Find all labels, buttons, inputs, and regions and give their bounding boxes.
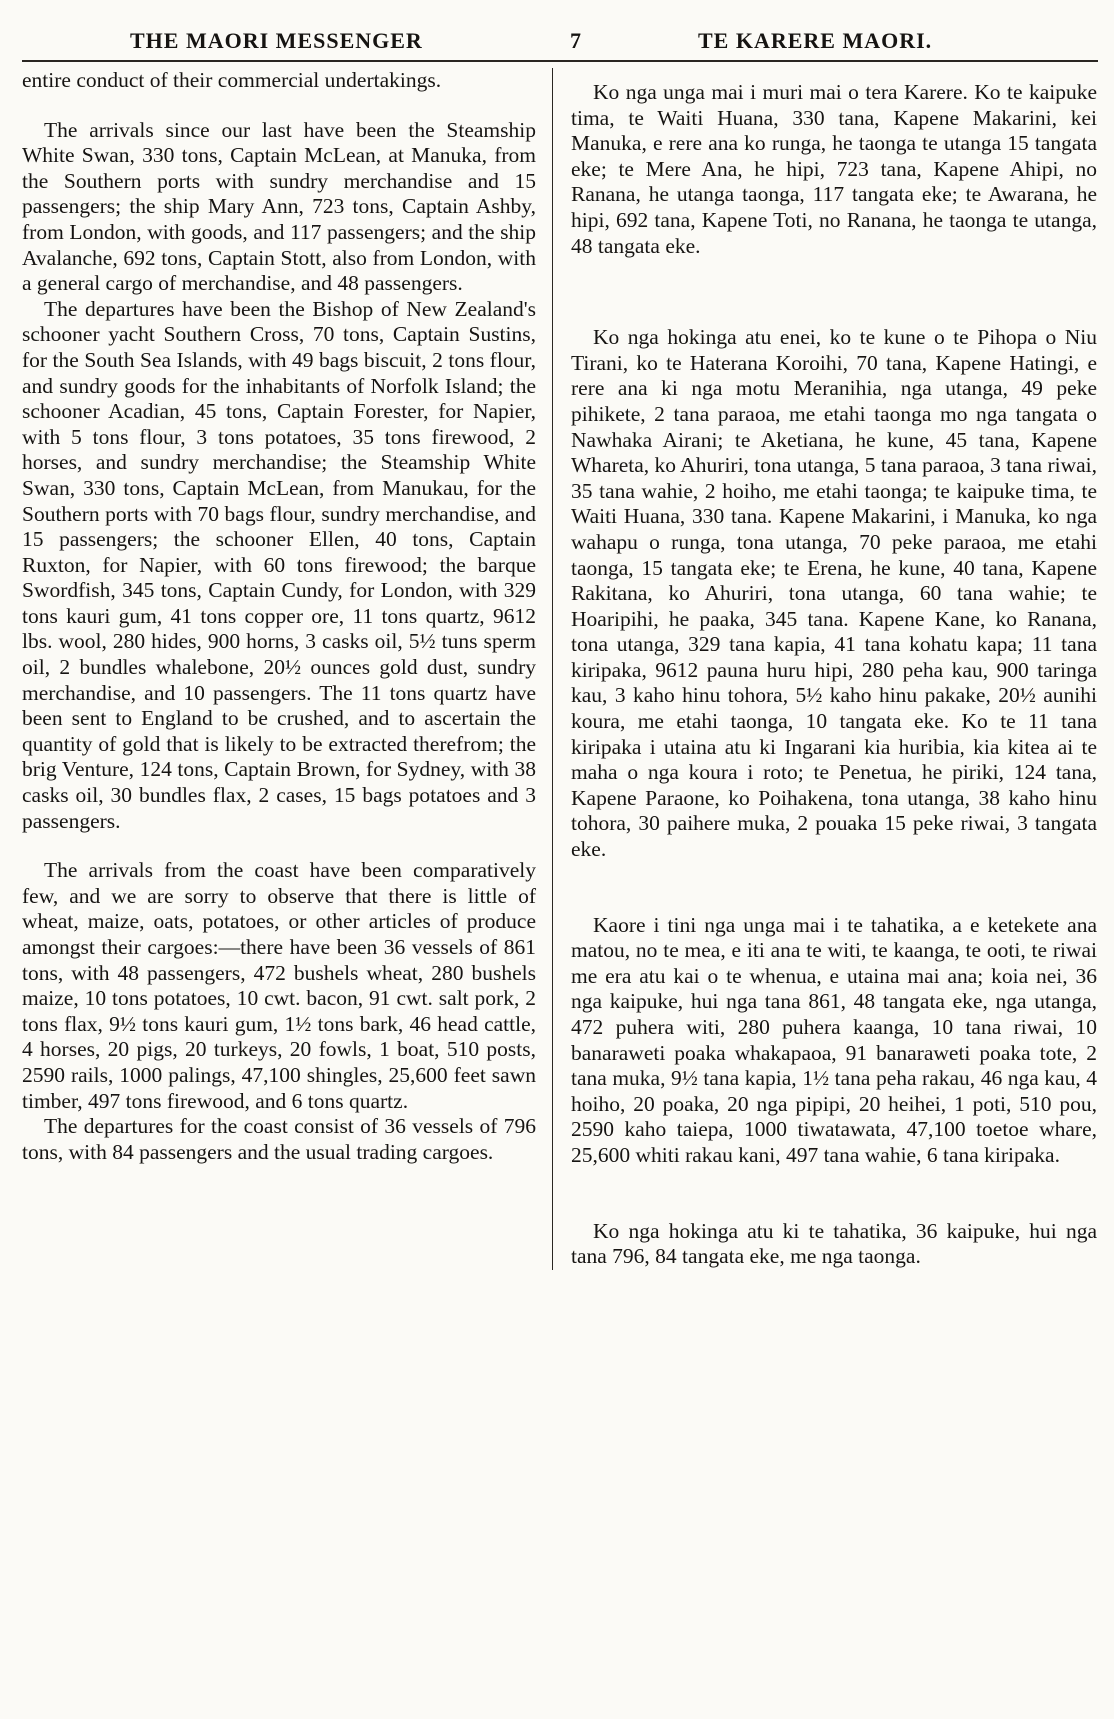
english-paragraph-coast-arrivals: The arrivals from the coast have been comparatively few, and we are sorry to observe that there is little of wheat, maize, oats, potatoes, or other articles of produce amongst their cargoes:—there have been 36 vessels of 861 tons, with 48 passengers, 472 bushels wheat, 280 bushels maize, 10 tons potatoes, 10 cwt. bacon, 91 cwt. salt pork, 2 tons flax, 9½ tons kauri gum, 1½ tons bark, 46 head cattle, 4 horses, 20 pigs, 20 turkeys, 20 fowls, 1 boat, 510 posts, 2590 rails, 1000 palings, 47,100 shingles, 25,600 feet sawn timber, 497 tons firewood, and 6 tons quartz. xyxy=(22,858,536,1113)
maori-column xyxy=(552,68,1097,1270)
english-masthead: THE MAORI MESSENGER xyxy=(130,28,423,53)
maori-paragraph-arrivals: Ko nga unga mai i muri mai o tera Karere. Ko te kaipuke tima, te Waiti Huana, 330 tana, Kapene Makarini, kei Manuka, e rere ana ko runga, he taonga te utanga 15 tangata eke; te Mere Ana, he hipi, 723 tana, Kapene Ahipi, no Ranana, he utanga taonga, 117 tangata eke; te Awarana, he hipi, 692 tana, Kapene Toti, no Ranana, he taonga te utanga, 48 tangata eke. xyxy=(571,80,1097,258)
english-paragraph-departures: The departures have been the Bishop of New Zealand's schooner yacht Southern Cross, 70 tons, Captain Sustins, for the South Sea Islands, with 49 bags biscuit, 2 tons flour, and sundry goods for the inhabitants of Norfolk Island; the schooner Acadian, 45 tons, Captain Forester, for Napier, with 5 tons flour, 3 tons potatoes, 35 tons firewood, 2 horses, and sundry merchandise; the Steamship White Swan, 330 tons, Captain McLean, from Manukau, for the Southern ports with 70 bags flour, sundry merchandise, and 15 passengers; the schooner Ellen, 40 tons, Captain Ruxton, for Napier, with 60 tons firewood; the barque Swordfish, 345 tons, Captain Cundy, for London, with 329 tons kauri gum, 41 tons copper ore, 11 tons quartz, 9612 lbs. wool, 280 hides, 900 horns, 3 casks oil, 5½ tuns sperm oil, 2 bundles whalebone, 20½ ounces gold dust, sundry merchandise, and 10 passengers. The 11 tons quartz have been sent to England to be crushed, and to ascertain the quantity of gold that is likely to be extracted therefrom; the brig Venture, 124 tons, Captain Brown, for Sydney, with 38 casks oil, 30 bundles flax, 2 cases, 15 bags potatoes and 3 passengers. xyxy=(22,296,536,833)
page-header xyxy=(22,20,1098,62)
english-paragraph-continued: entire conduct of their commercial undertakings. xyxy=(22,68,442,92)
two-column-body xyxy=(22,68,1098,1270)
maori-paragraph-coast-arrivals: Kaore i tini nga unga mai i te tahatika, a e ketekete ana matou, no te mea, e iti ana te witi, te kaanga, te ooti, te riwai me era atu kai o te whenua, e utaina mai ana; koia nei, 36 nga kaipuke, hui nga tana 861, 48 tangata eke, nga utanga, 472 puhera witi, 280 puhera kaanga, 10 tana riwai, 10 banaraweti poaka whakapaoa, 91 banaraweti poaka tote, 2 tana muka, 9½ tana kapia, 1½ tana peha rakau, 46 nga kau, 4 hoiho, 20 poaka, 20 nga pipipi, 20 heihei, 1 poti, 510 pou, 2590 kaho taiepa, 1000 tiwatawata, 47,100 toetoe whare, 25,600 whiti rakau kani, 497 tana wahie, 6 tana kiripaka. xyxy=(571,912,1097,1167)
maori-paragraph-coast-departures: Ko nga hokinga atu ki te tahatika, 36 kaipuke, hui nga tana 796, 84 tangata eke, me nga taonga. xyxy=(571,1218,1097,1269)
english-paragraph-arrivals: The arrivals since our last have been the Steamship White Swan, 330 tons, Captain McLean, at Manuka, from the Southern ports with sundry merchandise and 15 passengers; the ship Mary Ann, 723 tons, Captain Ashby, from London, with goods, and 117 passengers; and the ship Avalanche, 692 tons, Captain Stott, also from London, with a general cargo of merchandise, and 48 passengers. xyxy=(22,117,536,296)
maori-masthead: TE KARERE MAORI. xyxy=(698,28,933,53)
english-column xyxy=(22,68,552,1270)
english-paragraph-coast-departures: The departures for the coast consist of 36 vessels of 796 tons, with 84 passengers and the usual trading cargoes. xyxy=(22,1114,536,1164)
maori-paragraph-departures: Ko nga hokinga atu enei, ko te kune o te Pihopa o Niu Tirani, ko te Haterana Koroihi, 70 tana, Kapene Hatingi, e rere ana ki nga motu Meranihia, nga utanga, 49 peke pihikete, 2 tana paraoa, me etahi taonga mo nga tangata o Nawhaka Airani; te Aketiana, he kune, 45 tana, Kapene Whareta, ko Ahuriri, tona utanga, 5 tana paraoa, 3 tana riwai, 35 tana wahie, 2 hoiho, me etahi taonga; te kaipuke tima, te Waiti Huana, 330 tana. Kapene Makarini, i Manuka, ko nga wahapu o runga, tona utanga, 70 peke paraoa, me etahi taonga, 15 tangata eke; te Erena, he kune, 40 tana, Kapene Rakitana, ko Ahuriri, tona utanga, 60 tana wahie; te Hoaripihi, he paaka, 345 tana. Kapene Kane, ko Ranana, tona utanga, 329 tana kapia, 41 tana kohatu kapa; 11 tana kiripaka, 9612 pauna huru hipi, 280 peha kau, 900 taringa kau, 3 kaho hinu tohora, 5½ kaho hinu pakake, 20½ aunihi koura, me etahi taonga, 10 tangata eke. Ko te 11 tana kiripaka i utaina atu ki Ingarani kia huribia, kia kitea ai te maha o nga koura i roto; te Penetua, he piriki, 124 tana, Kapene Paraone, ko Poihakena, tona utanga, 38 kaho hinu tohora, 30 paihere muka, 2 pouaka 15 peke riwai, 3 tangata eke. xyxy=(571,325,1097,862)
page-number: 7 xyxy=(570,28,582,53)
